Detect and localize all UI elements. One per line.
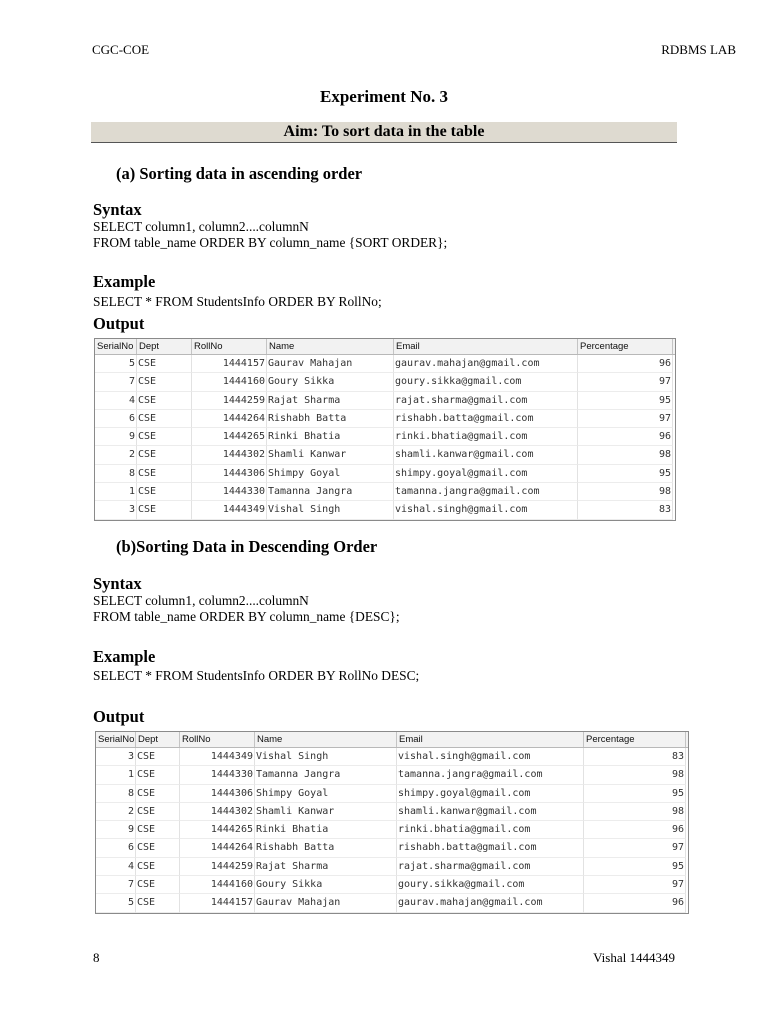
column-header-email[interactable]: Email (394, 339, 578, 354)
output-label-b: Output (93, 707, 145, 726)
footer-author: Vishal 1444349 (593, 950, 675, 965)
cell-email: rishabh.batta@gmail.com (394, 410, 578, 428)
section-b-heading: (b)Sorting Data in Descending Order (116, 537, 378, 556)
cell-rollno: 1444306 (180, 785, 255, 803)
cell-percentage: 95 (578, 392, 673, 410)
table-row[interactable] (96, 748, 688, 766)
cell-dept: CSE (136, 748, 180, 766)
syntax-line-a1: SELECT column1, column2....columnN (93, 219, 309, 234)
cell-serialno: 3 (96, 748, 136, 766)
cell-serialno: 5 (95, 355, 137, 373)
cell-rollno: 1444302 (192, 446, 267, 464)
cell-email: rishabh.batta@gmail.com (397, 839, 584, 857)
cell-email: goury.sikka@gmail.com (394, 373, 578, 391)
cell-dept: CSE (136, 894, 180, 912)
table-row[interactable] (96, 821, 688, 839)
cell-dept: CSE (137, 373, 192, 391)
section-a-heading: (a) Sorting data in ascending order (116, 164, 363, 183)
cell-email: rajat.sharma@gmail.com (394, 392, 578, 410)
cell-name: Shimpy Goyal (255, 785, 397, 803)
cell-serialno: 2 (96, 803, 136, 821)
table-row[interactable] (96, 894, 688, 912)
cell-dept: CSE (137, 483, 192, 501)
cell-rollno: 1444265 (180, 821, 255, 839)
cell-serialno: 6 (95, 410, 137, 428)
cell-name: Gaurav Mahajan (255, 894, 397, 912)
table-row[interactable] (95, 428, 675, 446)
cell-dept: CSE (136, 858, 180, 876)
example-query-a: SELECT * FROM StudentsInfo ORDER BY RollNo; (93, 294, 382, 309)
grid-header-row (95, 339, 675, 355)
cell-name: Shamli Kanwar (267, 446, 394, 464)
cell-rollno: 1444259 (180, 858, 255, 876)
cell-rollno: 1444259 (192, 392, 267, 410)
table-row[interactable] (96, 803, 688, 821)
cell-rollno: 1444157 (192, 355, 267, 373)
column-header-name[interactable]: Name (267, 339, 394, 354)
column-header-serialno[interactable]: SerialNo (98, 734, 135, 745)
cell-name: Rishabh Batta (267, 410, 394, 428)
cell-serialno: 5 (96, 894, 136, 912)
cell-dept: CSE (137, 501, 192, 519)
aim-banner: Aim: To sort data in the table (91, 122, 677, 143)
table-row[interactable] (95, 355, 675, 373)
table-row[interactable] (95, 483, 675, 501)
cell-percentage: 97 (578, 373, 673, 391)
cell-serialno: 4 (95, 392, 137, 410)
cell-percentage: 97 (578, 410, 673, 428)
cell-serialno: 9 (96, 821, 136, 839)
cell-percentage: 95 (584, 785, 686, 803)
cell-email: rinki.bhatia@gmail.com (397, 821, 584, 839)
table-row[interactable] (96, 876, 688, 894)
column-header-rollno[interactable]: RollNo (180, 732, 255, 747)
table-row[interactable] (96, 858, 688, 876)
cell-percentage: 97 (584, 839, 686, 857)
cell-email: shimpy.goyal@gmail.com (397, 785, 584, 803)
cell-email: tamanna.jangra@gmail.com (397, 766, 584, 784)
cell-rollno: 1444306 (192, 465, 267, 483)
cell-dept: CSE (136, 785, 180, 803)
cell-email: vishal.singh@gmail.com (397, 748, 584, 766)
cell-rollno: 1444160 (180, 876, 255, 894)
cell-serialno: 7 (95, 373, 137, 391)
syntax-label-b: Syntax (93, 574, 142, 593)
output-label-a: Output (93, 314, 145, 333)
table-row[interactable] (96, 785, 688, 803)
cell-rollno: 1444330 (192, 483, 267, 501)
cell-email: shimpy.goyal@gmail.com (394, 465, 578, 483)
cell-name: Tamanna Jangra (255, 766, 397, 784)
cell-name: Rinki Bhatia (267, 428, 394, 446)
cell-rollno: 1444264 (180, 839, 255, 857)
cell-email: gaurav.mahajan@gmail.com (394, 355, 578, 373)
cell-name: Rinki Bhatia (255, 821, 397, 839)
cell-rollno: 1444265 (192, 428, 267, 446)
cell-rollno: 1444349 (192, 501, 267, 519)
header-right: RDBMS LAB (661, 42, 736, 57)
example-label-b: Example (93, 647, 156, 666)
cell-name: Tamanna Jangra (267, 483, 394, 501)
cell-serialno: 8 (95, 465, 137, 483)
cell-percentage: 96 (578, 428, 673, 446)
table-row[interactable] (95, 373, 675, 391)
cell-dept: CSE (136, 821, 180, 839)
column-header-email[interactable]: Email (397, 732, 584, 747)
example-query-b: SELECT * FROM StudentsInfo ORDER BY RollNo DESC; (93, 668, 420, 683)
table-row[interactable] (95, 410, 675, 428)
syntax-label-a: Syntax (93, 200, 142, 219)
cell-rollno: 1444160 (192, 373, 267, 391)
cell-dept: CSE (136, 766, 180, 784)
cell-serialno: 4 (96, 858, 136, 876)
cell-dept: CSE (136, 803, 180, 821)
cell-name: Vishal Singh (267, 501, 394, 519)
cell-percentage: 98 (578, 483, 673, 501)
cell-email: rinki.bhatia@gmail.com (394, 428, 578, 446)
cell-name: Goury Sikka (267, 373, 394, 391)
cell-dept: CSE (136, 839, 180, 857)
cell-email: tamanna.jangra@gmail.com (394, 483, 578, 501)
cell-serialno: 1 (95, 483, 137, 501)
column-header-serialno[interactable]: SerialNo (95, 339, 137, 354)
cell-serialno: 6 (96, 839, 136, 857)
cell-serialno: 1 (96, 766, 136, 784)
syntax-line-b1: SELECT column1, column2....columnN (93, 593, 309, 608)
cell-percentage: 96 (584, 894, 686, 912)
cell-serialno: 9 (95, 428, 137, 446)
result-grid-ascending[interactable] (94, 338, 676, 521)
cell-dept: CSE (137, 355, 192, 373)
cell-serialno: 8 (96, 785, 136, 803)
cell-email: rajat.sharma@gmail.com (397, 858, 584, 876)
cell-rollno: 1444264 (192, 410, 267, 428)
cell-name: Shimpy Goyal (267, 465, 394, 483)
table-row[interactable] (96, 766, 688, 784)
cell-email: goury.sikka@gmail.com (397, 876, 584, 894)
table-row[interactable] (95, 501, 675, 519)
cell-serialno: 7 (96, 876, 136, 894)
grid-header-row (96, 732, 688, 748)
cell-percentage: 98 (584, 803, 686, 821)
cell-name: Shamli Kanwar (255, 803, 397, 821)
cell-percentage: 83 (578, 501, 673, 519)
table-row[interactable] (96, 839, 688, 857)
cell-name: Goury Sikka (255, 876, 397, 894)
cell-percentage: 96 (578, 355, 673, 373)
page-title: Experiment No. 3 (320, 87, 448, 106)
cell-email: vishal.singh@gmail.com (394, 501, 578, 519)
cell-percentage: 95 (584, 858, 686, 876)
cell-percentage: 95 (578, 465, 673, 483)
cell-email: gaurav.mahajan@gmail.com (397, 894, 584, 912)
table-row[interactable] (95, 465, 675, 483)
column-header-percentage[interactable]: Percentage (578, 339, 673, 354)
table-row[interactable] (95, 446, 675, 464)
cell-rollno: 1444330 (180, 766, 255, 784)
cell-name: Gaurav Mahajan (267, 355, 394, 373)
cell-dept: CSE (137, 446, 192, 464)
cell-name: Rishabh Batta (255, 839, 397, 857)
page-number: 8 (93, 950, 100, 965)
cell-dept: CSE (137, 392, 192, 410)
column-header-dept[interactable]: Dept (137, 339, 192, 354)
table-row[interactable] (95, 392, 675, 410)
cell-percentage: 98 (584, 766, 686, 784)
cell-percentage: 98 (578, 446, 673, 464)
result-grid-descending[interactable] (95, 731, 689, 914)
cell-rollno: 1444157 (180, 894, 255, 912)
cell-email: shamli.kanwar@gmail.com (397, 803, 584, 821)
cell-name: Vishal Singh (255, 748, 397, 766)
column-header-percentage[interactable]: Percentage (584, 732, 686, 747)
cell-name: Rajat Sharma (267, 392, 394, 410)
cell-dept: CSE (137, 410, 192, 428)
cell-name: Rajat Sharma (255, 858, 397, 876)
cell-dept: CSE (137, 428, 192, 446)
cell-percentage: 83 (584, 748, 686, 766)
syntax-line-a2: FROM table_name ORDER BY column_name {SORT ORDER}; (93, 235, 448, 250)
cell-percentage: 96 (584, 821, 686, 839)
syntax-line-b2: FROM table_name ORDER BY column_name {DESC}; (93, 609, 400, 624)
column-header-dept[interactable]: Dept (136, 732, 180, 747)
column-header-name[interactable]: Name (255, 732, 397, 747)
cell-rollno: 1444302 (180, 803, 255, 821)
cell-email: shamli.kanwar@gmail.com (394, 446, 578, 464)
example-label-a: Example (93, 272, 156, 291)
column-header-rollno[interactable]: RollNo (192, 339, 267, 354)
cell-rollno: 1444349 (180, 748, 255, 766)
cell-serialno: 3 (95, 501, 137, 519)
header-left: CGC-COE (92, 42, 150, 57)
cell-serialno: 2 (95, 446, 137, 464)
cell-dept: CSE (137, 465, 192, 483)
cell-dept: CSE (136, 876, 180, 894)
cell-percentage: 97 (584, 876, 686, 894)
